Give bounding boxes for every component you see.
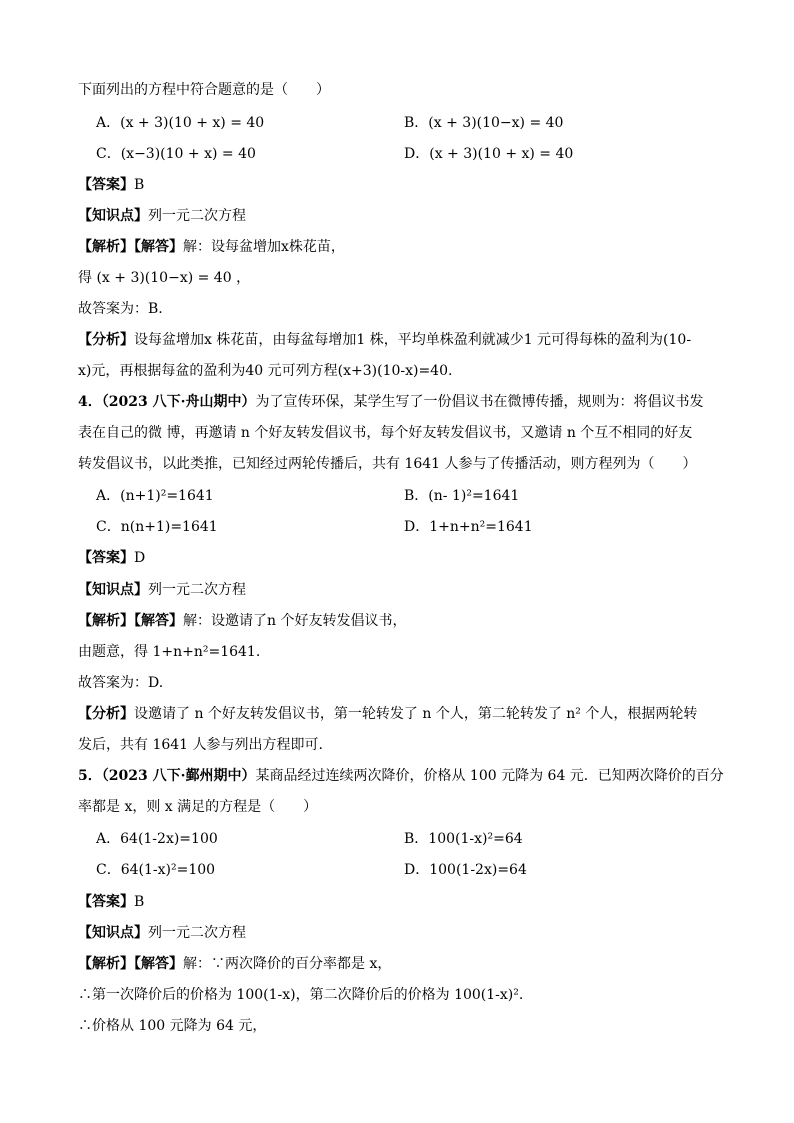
q5-option-b: B．100(1-x)²=64 <box>404 831 523 847</box>
q4-analysis-line-2: 由题意，得 1+n+n²=1641. <box>78 644 261 660</box>
q5-analysis-line-2: ∴第一次降价后的价格为 100(1-x)，第二次降价后的价格为 100(1-x)². <box>78 987 524 1003</box>
q4-fenxi-line-2: 发后，共有 1641 人参与列出方程即可. <box>78 737 323 753</box>
q4-option-d: D．1+n+n²=1641 <box>404 519 533 535</box>
q4-answer: 【答案】D <box>78 550 146 566</box>
q5-analysis-line-1: 【解析】【解答】解：∵两次降价的百分率都是 x， <box>78 956 392 972</box>
q5-option-a: A．64(1-2x)=100 <box>96 831 218 847</box>
q4-analysis-line-3: 故答案为：D. <box>78 675 164 691</box>
q4-option-a: A．(n+1)²=1641 <box>96 488 214 504</box>
q5-answer: 【答案】B <box>78 894 145 910</box>
q3-fenxi-line-1: 【分析】设每盆增加x 株花苗，由每盆每增加1 株，平均单株盈利就减少1 元可得每株的盈利为(10- <box>78 332 692 348</box>
q3-option-a: A．(x + 3)(10 + x) = 40 <box>96 115 265 131</box>
q4-stem-line-1: 4．（2023 八下·舟山期中）为了宣传环保，某学生写了一份倡议书在微博传播，规则为：将倡议书发 <box>78 394 704 410</box>
q5-option-d: D．100(1-2x)=64 <box>404 862 527 878</box>
q4-fenxi-line-1: 【分析】设邀请了 n 个好友转发倡议书，第一轮转发了 n 个人，第二轮转发了 n² 个人，根据两轮转 <box>78 706 698 722</box>
q4-knowledge-point: 【知识点】列一元二次方程 <box>78 582 246 598</box>
q3-analysis-line-3: 故答案为：B. <box>78 301 163 317</box>
q3-stem: 下面列出的方程中符合题意的是（ ） <box>78 82 330 98</box>
q5-knowledge-point: 【知识点】列一元二次方程 <box>78 925 246 941</box>
q5-option-c: C．64(1-x)²=100 <box>96 862 216 878</box>
q5-analysis-line-3: ∴价格从 100 元降为 64 元， <box>78 1018 267 1034</box>
q4-stem-line-3: 转发倡议书，以此类推，已知经过两轮传播后，共有 1641 人参与了传播活动，则方程列为（ ） <box>78 456 697 472</box>
q4-option-b: B．(n- 1)²=1641 <box>404 488 520 504</box>
q3-knowledge-point: 【知识点】列一元二次方程 <box>78 208 246 224</box>
q3-option-b: B．(x + 3)(10−x) = 40 <box>404 115 564 131</box>
q5-stem-line-2: 率都是 x，则 x 满足的方程是（ ） <box>78 799 318 815</box>
q5-stem-line-1: 5．（2023 八下·鄞州期中）某商品经过连续两次降价，价格从 100 元降为 64 元．已知两次降价的百分 <box>78 768 724 784</box>
q3-analysis-line-1: 【解析】【解答】解：设每盆增加x株花苗， <box>78 239 345 255</box>
q4-stem-line-2: 表在自己的微 博，再邀请 n 个好友转发倡议书，每个好友转发倡议书，又邀请 n 个互不相同的好友 <box>78 425 693 441</box>
q3-option-c: C．(x−3)(10 + x) = 40 <box>96 146 256 162</box>
q3-answer: 【答案】B <box>78 177 145 193</box>
q4-analysis-line-1: 【解析】【解答】解：设邀请了n 个好友转发倡议书， <box>78 613 407 629</box>
q3-analysis-line-2: 得 (x + 3)(10−x) = 40 ， <box>78 270 251 286</box>
q3-fenxi-line-2: x)元，再根据每盆的盈利为40 元可列方程(x+3)(10-x)=40. <box>78 363 453 379</box>
q3-option-d: D．(x + 3)(10 + x) = 40 <box>404 146 574 162</box>
q4-option-c: C．n(n+1)=1641 <box>96 519 218 535</box>
